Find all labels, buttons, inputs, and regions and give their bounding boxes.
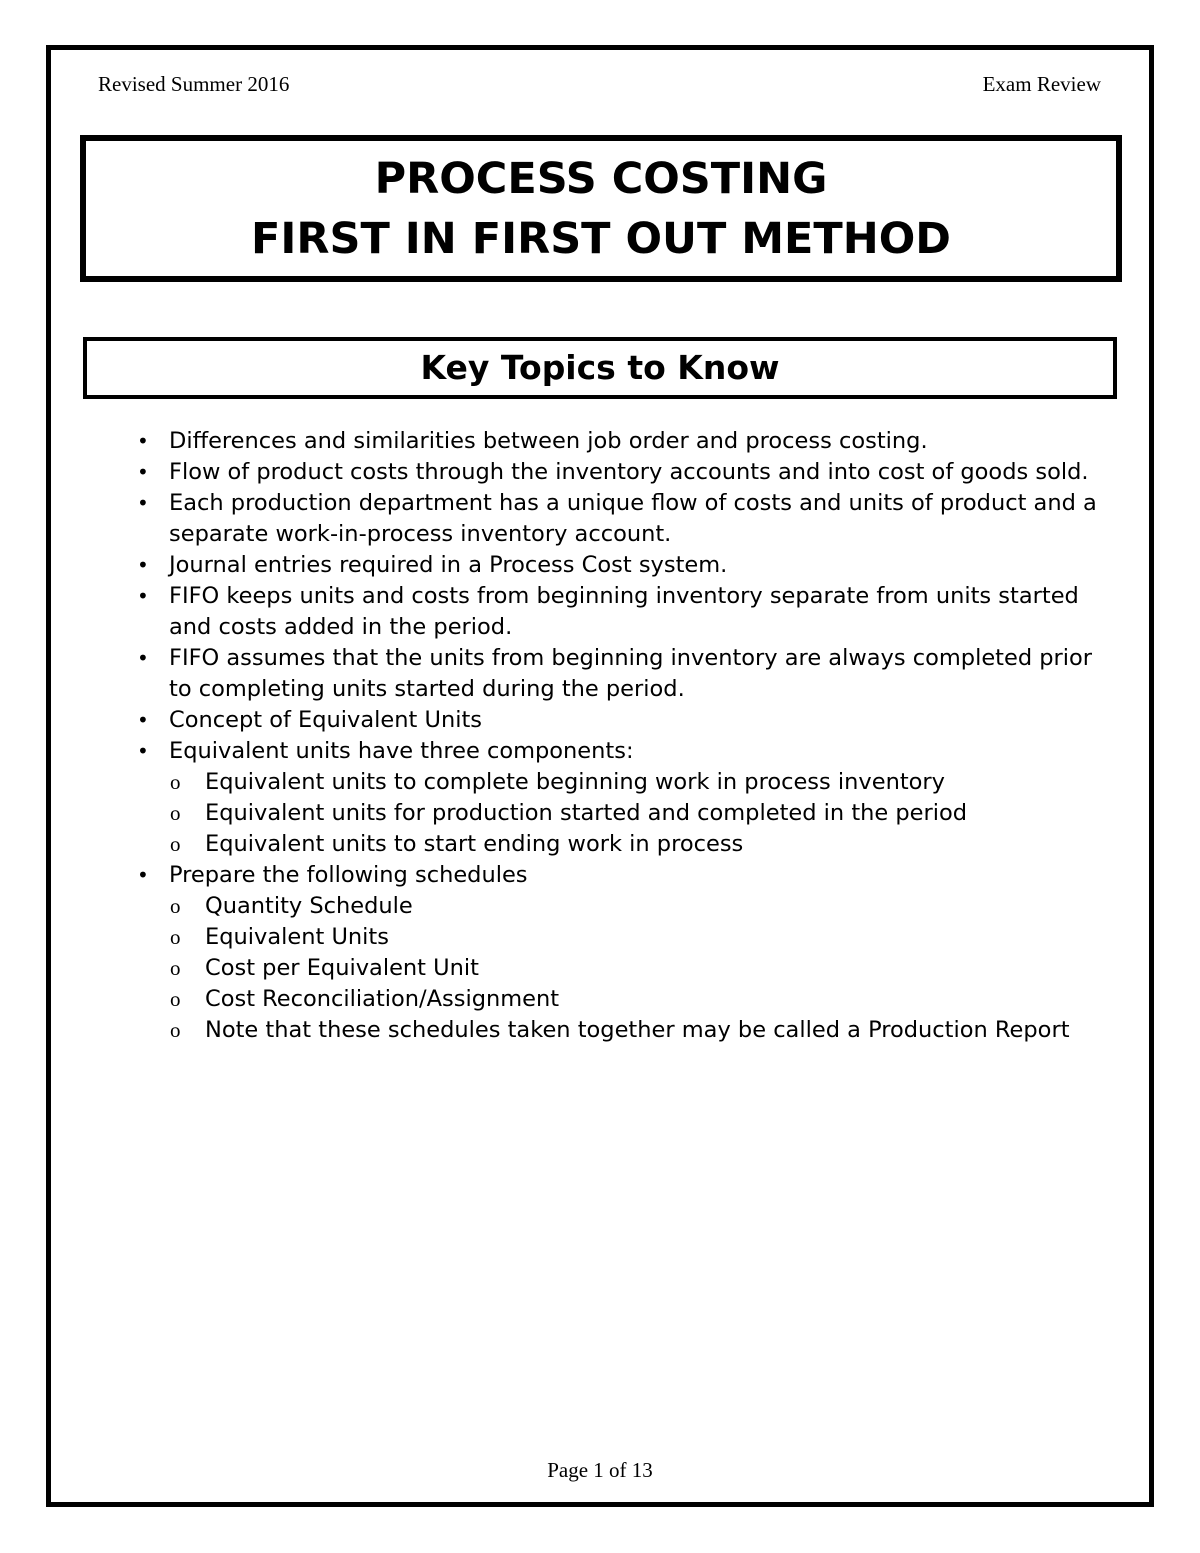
title-line-2: FIRST IN FIRST OUT METHOD <box>251 213 951 264</box>
list-item-text: FIFO assumes that the units from beginning inventory are always completed prior <box>169 645 1093 671</box>
topics-heading: Key Topics to Know <box>420 348 780 387</box>
list-item <box>0 488 1200 519</box>
bullet-icon: • <box>137 708 149 732</box>
circle-bullet-icon: o <box>170 801 181 825</box>
bullet-icon: • <box>137 491 149 515</box>
sub-list-item-text: Equivalent units for production started and completed in the period <box>205 800 968 826</box>
sub-list-item <box>0 984 1200 1015</box>
list-item-text: to completing units started during the period. <box>169 676 685 702</box>
list-item-continuation <box>0 612 1200 643</box>
list-item-text: Journal entries required in a Process Cost system. <box>169 552 728 578</box>
list-item <box>0 581 1200 612</box>
revision-note: Revised Summer 2016 <box>98 72 290 96</box>
topics-heading-box <box>83 337 1117 399</box>
circle-bullet-icon: o <box>170 956 181 980</box>
sub-list-item-text: Note that these schedules taken together may be called a Production Report <box>205 1017 1070 1043</box>
list-item <box>0 860 1200 891</box>
bullet-icon: • <box>137 863 149 887</box>
sub-list-item-text: Cost per Equivalent Unit <box>205 955 479 981</box>
circle-bullet-icon: o <box>170 894 181 918</box>
sub-list-item-text: Equivalent Units <box>205 924 389 950</box>
bullet-icon: • <box>137 646 149 670</box>
sub-list-item <box>0 1015 1200 1046</box>
sub-list-item <box>0 798 1200 829</box>
sub-list-item <box>0 829 1200 860</box>
page-number: Page 1 of 13 <box>547 1458 653 1482</box>
list-item <box>0 426 1200 457</box>
list-item <box>0 643 1200 674</box>
sub-list-item <box>0 922 1200 953</box>
bullet-icon: • <box>137 739 149 763</box>
list-item-text: Equivalent units have three components: <box>169 738 634 764</box>
circle-bullet-icon: o <box>170 770 181 794</box>
key-topics-list <box>0 426 1200 1046</box>
list-item-text: Prepare the following schedules <box>169 862 528 888</box>
sub-list-item-text: Equivalent units to complete beginning work in process inventory <box>205 769 945 795</box>
list-item <box>0 736 1200 767</box>
bullet-icon: • <box>137 429 149 453</box>
list-item-text: Flow of product costs through the inventory accounts and into cost of goods sold. <box>169 459 1089 485</box>
list-item <box>0 550 1200 581</box>
document-type: Exam Review <box>982 72 1101 96</box>
sub-list-item-text: Quantity Schedule <box>205 893 413 919</box>
sub-list-item <box>0 953 1200 984</box>
list-item-text: and costs added in the period. <box>169 614 513 640</box>
sub-list-item-text: Cost Reconciliation/Assignment <box>205 986 560 1012</box>
bullet-icon: • <box>137 460 149 484</box>
title-line-1: PROCESS COSTING <box>374 153 828 204</box>
list-item <box>0 457 1200 488</box>
list-item-text: Each production department has a unique flow of costs and units of product and a <box>169 490 1097 516</box>
circle-bullet-icon: o <box>170 987 181 1011</box>
list-item-continuation <box>0 519 1200 550</box>
list-item-continuation <box>0 674 1200 705</box>
sub-list-item <box>0 767 1200 798</box>
list-item-text: separate work-in-process inventory account. <box>169 521 672 547</box>
circle-bullet-icon: o <box>170 1018 181 1042</box>
title-box <box>80 135 1122 282</box>
list-item-text: Differences and similarities between job order and process costing. <box>169 428 928 454</box>
circle-bullet-icon: o <box>170 832 181 856</box>
list-item <box>0 705 1200 736</box>
sub-list-item <box>0 891 1200 922</box>
bullet-icon: • <box>137 553 149 577</box>
bullet-icon: • <box>137 584 149 608</box>
list-item-text: FIFO keeps units and costs from beginning inventory separate from units started <box>169 583 1079 609</box>
list-item-text: Concept of Equivalent Units <box>169 707 483 733</box>
sub-list-item-text: Equivalent units to start ending work in process <box>205 831 744 857</box>
circle-bullet-icon: o <box>170 925 181 949</box>
